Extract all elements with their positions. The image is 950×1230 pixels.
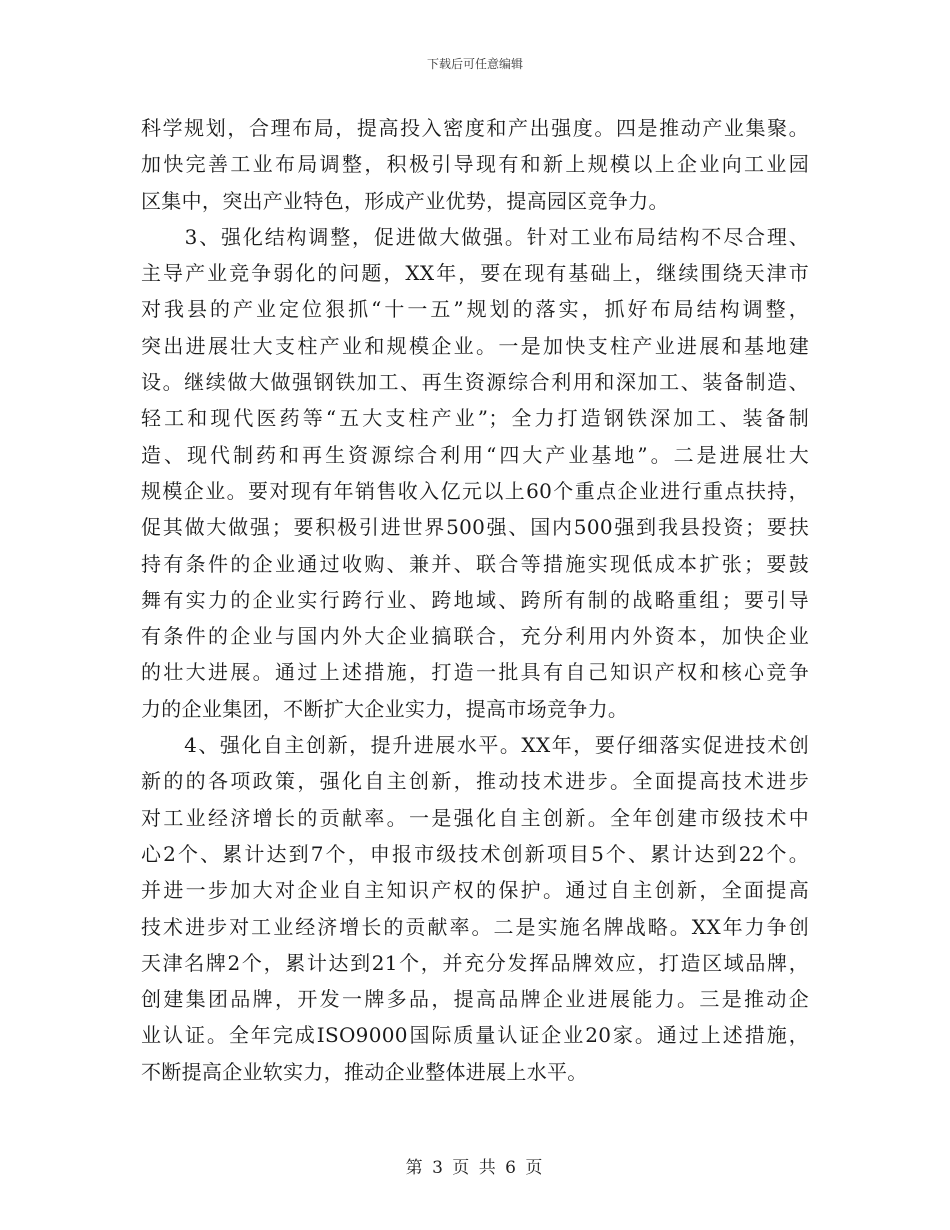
text-line: 持有条件的企业通过收购、兼并、联合等措施实现低成本扩张；要鼓 — [141, 551, 809, 576]
text-line: 创建集团品牌，开发一牌多品，提高品牌企业进展能力。三是推动企 — [141, 987, 809, 1012]
text-line: 技术进步对工业经济增长的贡献率。二是实施名牌战略。XX年力争创 — [141, 914, 809, 939]
text-line: 对我县的产业定位狠抓“十一五”规划的落实，抓好布局结构调整， — [141, 297, 809, 322]
text-line: 设。继续做大做强钢铁加工、再生资源综合利用和深加工、装备制造、 — [141, 370, 809, 395]
text-line: 对工业经济增长的贡献率。一是强化自主创新。全年创建市级技术中 — [141, 805, 809, 830]
text-line: 3、强化结构调整，促进做大做强。针对工业布局结构不尽合理、 — [141, 224, 809, 249]
page-number: 第 3 页 共 6 页 — [405, 1158, 545, 1178]
page-header: 下载后可任意编辑 — [426, 57, 523, 71]
text-line: 力的企业集团，不断扩大企业实力，提高市场竞争力。 — [141, 696, 629, 721]
text-line: 有条件的企业与国内外大企业搞联合，充分利用内外资本，加快企业 — [141, 624, 809, 649]
text-line: 轻工和现代医药等“五大支柱产业”；全力打造钢铁深加工、装备制 — [141, 406, 809, 431]
text-line: 科学规划，合理布局，提高投入密度和产出强度。四是推动产业集聚。 — [141, 116, 809, 140]
document-body — [141, 110, 809, 1090]
text-line: 不断提高企业软实力，推动企业整体进展上水平。 — [141, 1059, 588, 1084]
text-line: 造、现代制药和再生资源综合利用“四大产业基地”。二是进展壮大 — [141, 442, 809, 467]
text-line: 加快完善工业布局调整，积极引导现有和新上规模以上企业向工业园 — [141, 152, 809, 177]
text-line: 突出进展壮大支柱产业和规模企业。一是加快支柱产业进展和基地建 — [141, 333, 809, 358]
text-line: 心2个、累计达到7个，申报市级技术创新项目5个、累计达到22个。 — [141, 841, 809, 866]
text-line: 天津名牌2个，累计达到21个，并充分发挥品牌效应，打造区域品牌， — [141, 950, 809, 975]
text-line: 舞有实力的企业实行跨行业、跨地域、跨所有制的战略重组；要引导 — [141, 587, 809, 612]
text-line: 规模企业。要对现有年销售收入亿元以上60个重点企业进行重点扶持， — [141, 478, 809, 503]
text-line: 4、强化自主创新，提升进展水平。XX年，要仔细落实促进技术创 — [141, 733, 809, 758]
text-line: 并进一步加大对企业自主知识产权的保护。通过自主创新，全面提高 — [141, 878, 809, 903]
text-line: 主导产业竞争弱化的问题，XX年，要在现有基础上，继续围绕天津市 — [141, 261, 809, 286]
text-line: 的壮大进展。通过上述措施，打造一批具有自己知识产权和核心竞争 — [141, 660, 809, 685]
text-line: 促其做大做强；要积极引进世界500强、国内500强到我县投资；要扶 — [141, 515, 809, 540]
text-line: 新的的各项政策，强化自主创新，推动技术进步。全面提高技术进步 — [141, 769, 809, 794]
text-line: 业认证。全年完成ISO9000国际质量认证企业20家。通过上述措施， — [141, 1023, 809, 1048]
text-line: 区集中，突出产业特色，形成产业优势，提高园区竞争力。 — [141, 188, 669, 213]
